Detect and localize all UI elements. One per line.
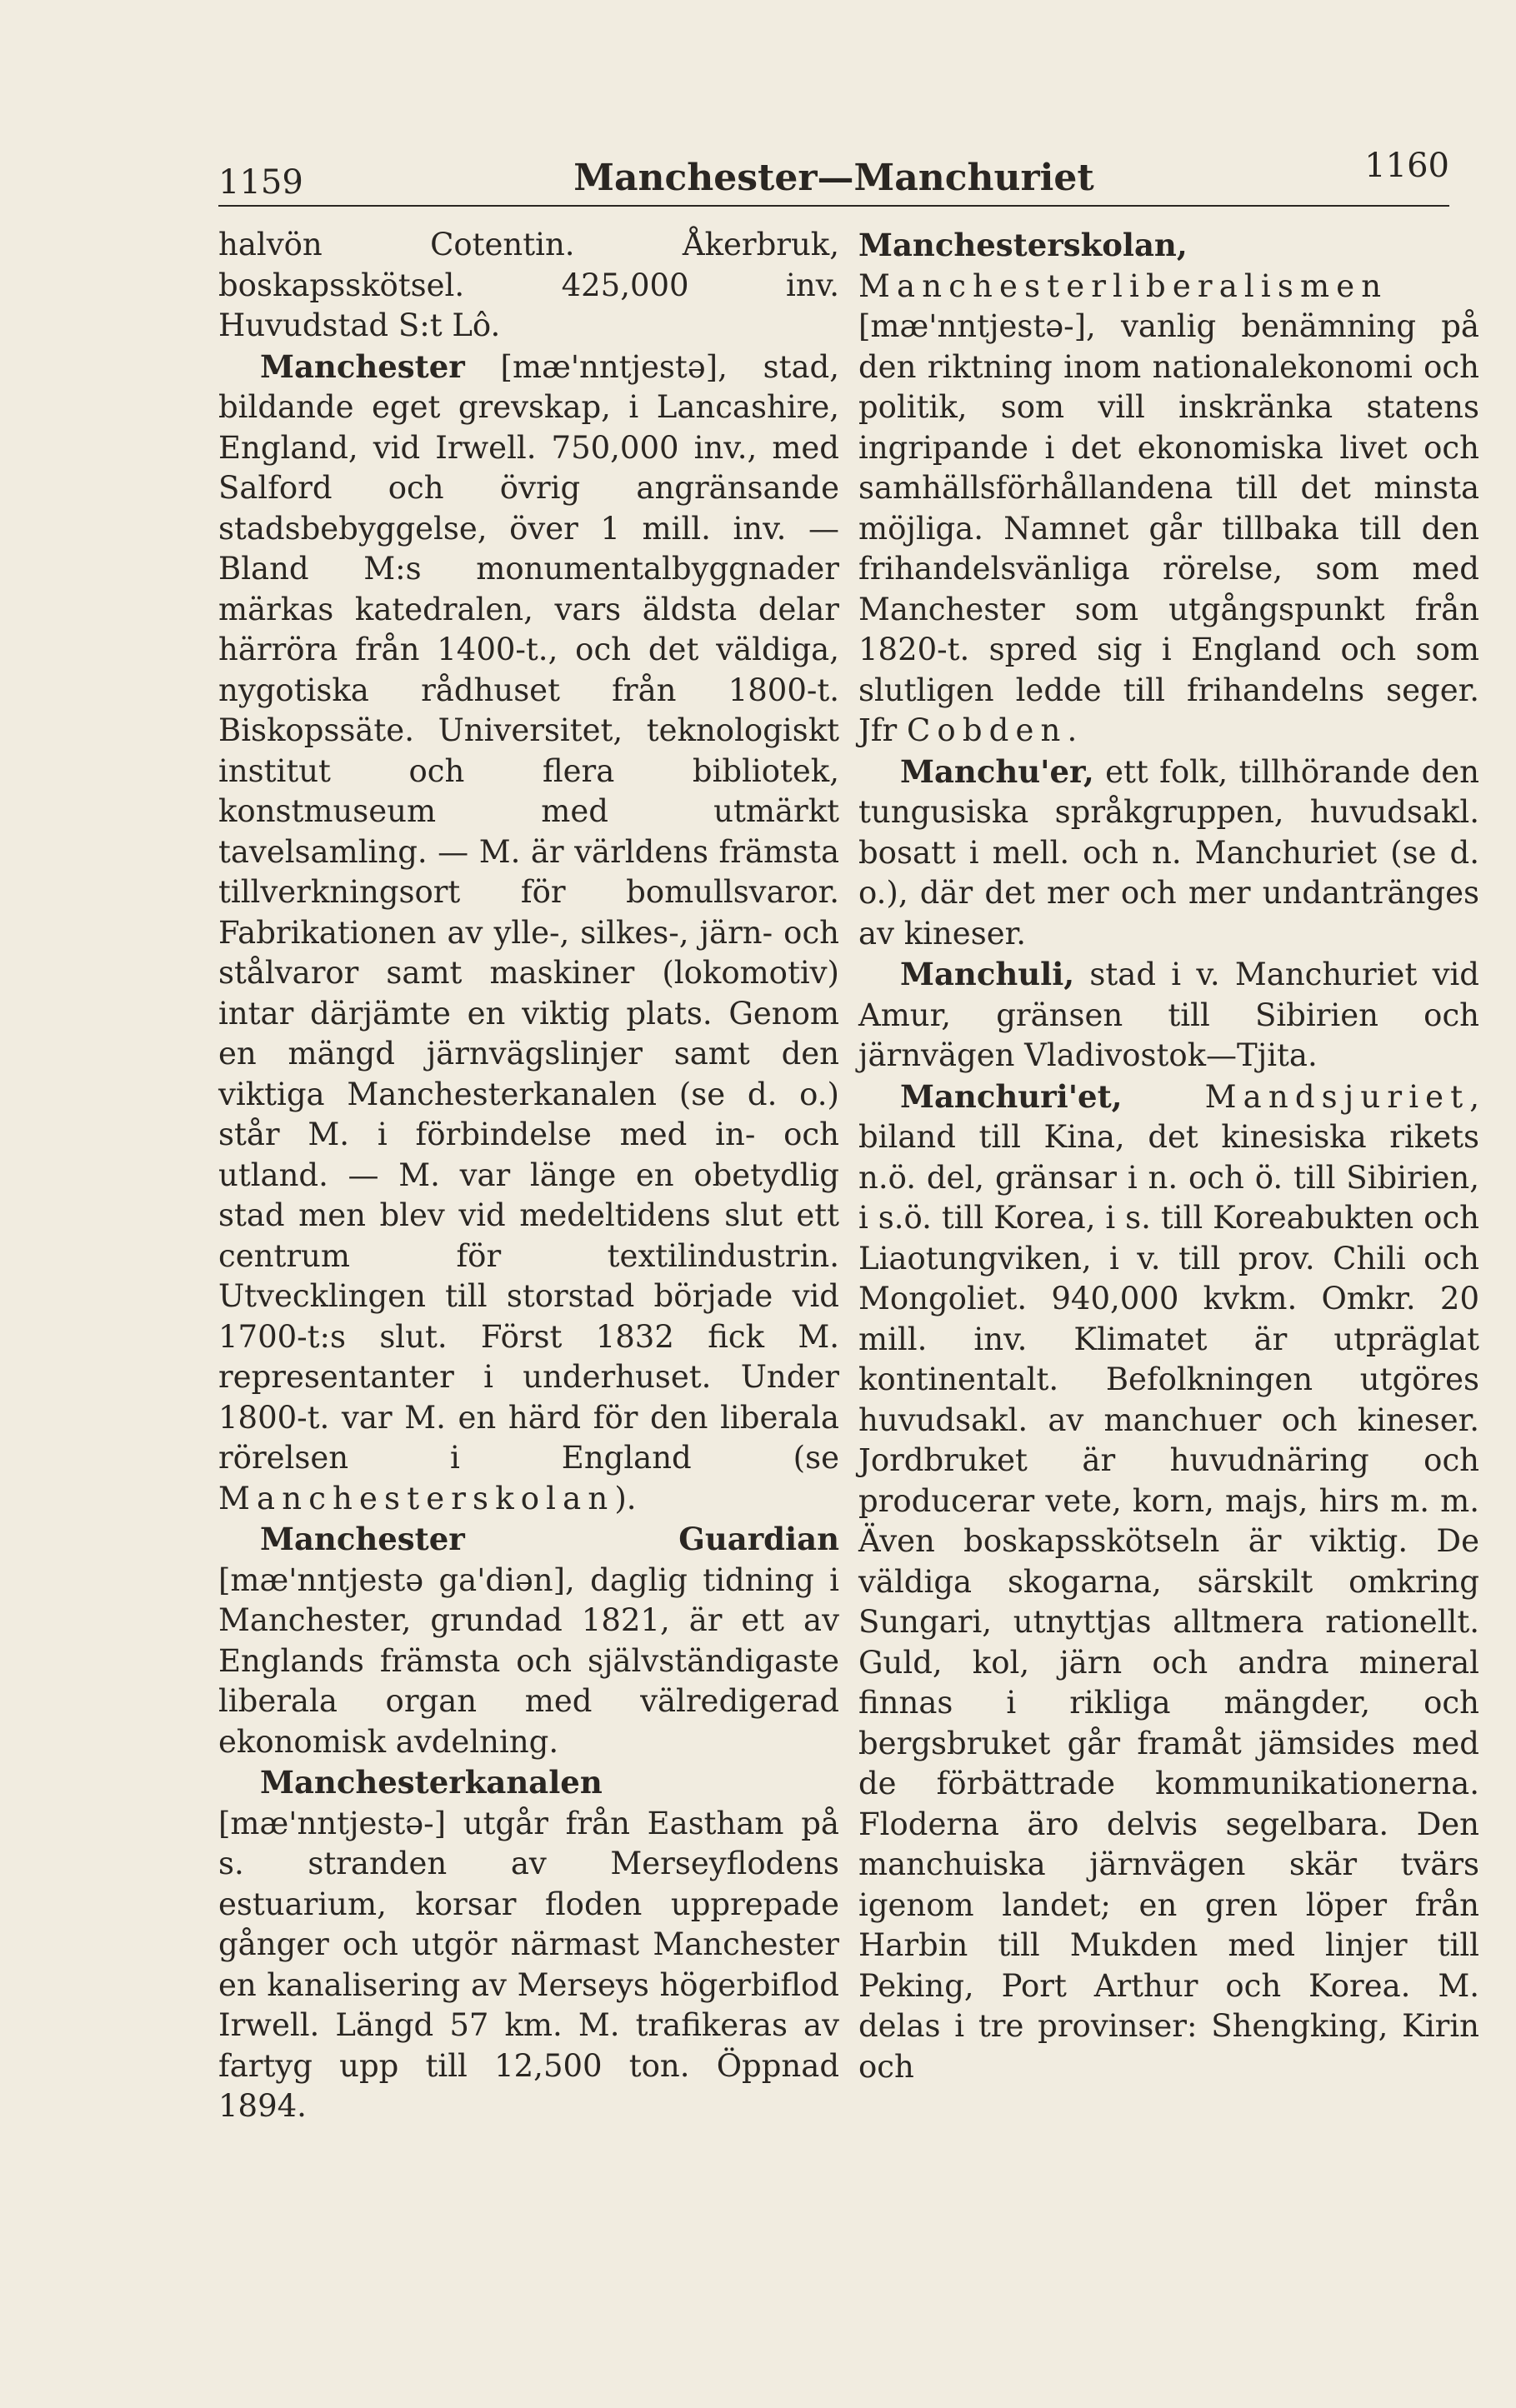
entry-continuation: halvön Cotentin. Åkerbruk, boskapsskötsel. 425,000 inv. Huvudstad S:t Lô. bbox=[218, 227, 839, 343]
entry-text: ett folk, tillhörande den tungusiska språkgruppen, huvudsakl. bosatt i mell. och n. Manchuriet (se d. o.), där det mer och mer undantränges av kineser. bbox=[858, 753, 1479, 952]
headword: Manchu'er, bbox=[900, 752, 1094, 790]
cross-reference: Cobden bbox=[906, 712, 1068, 748]
entry-text: [mæ'nntjestə], stad, bildande eget grevskap, i Lancashire, England, vid Irwell. 750,000 inv., med Salford och övrig angränsande stadsbebyggelse, över 1 mill. inv. — Bland M:s monumentalbyggnader märkas katedralen, vars äldsta delar härröra från 1400-t., och det väldiga, nygotiska rådhuset från 1800-t. Biskopssäte. Universitet, teknologiskt institut och flera bibliotek, konstmuseum med utmärkt tavelsamling. — M. är världens främsta tillverkningsort för bomullsvaror. Fabrikationen av ylle-, silkes-, järn- och stålvaror samt maskiner (lokomotiv) intar därjämte en viktig plats. Genom en mängd järnvägslinjer samt den viktiga Manchesterkanalen (se d. o.) står M. i förbindelse med in- och utland. — M. var länge en obetydlig stad men blev vid medeltidens slut ett centrum för textilindustrin. Utvecklingen till storstad började vid 1700-t:s slut. Först 1832 fick M. representanter i underhuset. Under 1800-t. var M. en härd för den liberala rörelsen i England (se bbox=[218, 348, 839, 1476]
headword: Manchesterskolan, bbox=[858, 227, 1188, 263]
entry-text-tail: . bbox=[1067, 712, 1078, 748]
entry-text: , biland till Kina, det kinesiska rikets n.ö. del, gränsar i n. och ö. till Sibirien, i s.ö. till Korea, i s. till Koreabukten och Liaotungviken, i v. till prov. Chili och Mongoliet. 940,000 kvkm. Omkr. 20 mill. inv. Klimatet är utpräglat kontinentalt. Befolkningen utgöres huvudsakl. av manchuer och kineser. Jordbruket är huvudnäring och producerar vete, korn, majs, hirs m. m. Även boskapsskötseln är viktig. De väldiga skogarna, särskilt omkring Sungari, utnyttjas alltmera rationellt. Guld, kol, järn och andra mineral finnas i rikliga mängder, och bergsbruket går framåt jämsides med de förbättrade kommunikationerna. Floderna äro delvis segelbara. Den manchuiska järnvägen skär tvärs igenom landet; en gren löper från Harbin till Mukden med linjer till Peking, Port Arthur och Korea. M. delas i tre provinser: Shengking, Kirin och bbox=[858, 1078, 1479, 2085]
cross-reference: Manchesterskolan bbox=[218, 1480, 615, 1516]
entry-manchuriet bbox=[858, 1077, 1479, 2088]
entry-text-tail: ). bbox=[614, 1480, 637, 1516]
headword: Manchester Guardian bbox=[260, 1521, 839, 1557]
page-number-right: 1160 bbox=[1364, 147, 1449, 185]
entry-text: [mæ'nntjestə-] utgår från Eastham på s. stranden av Merseyflodens estuarium, korsar floden upprepade gånger och utgör närmast Manchester en kanalisering av Merseys högerbiflod Irwell. Längd 57 km. M. trafikeras av fartyg upp till 12,500 ton. Öppnad 1894. bbox=[218, 1805, 839, 2124]
entry-manchuli bbox=[858, 954, 1479, 1077]
entry-text: [mæ'nntjestə ga'diən], daglig tidning i Manchester, grundad 1821, är ett av Englands främsta och självständigaste liberala organ med välredigerad ekonomisk avdelning. bbox=[218, 1561, 839, 1760]
entry-text: stad i v. Manchuriet vid Amur, gränsen till Sibirien och järnvägen Vladivostok—Tjita. bbox=[858, 957, 1479, 1073]
entry-manchesterskolan bbox=[858, 225, 1479, 752]
entry-text: [mæ'nntjestə-], vanlig benämning på den riktning inom nationalekonomi och politik, som vill inskränka statens ingripande i det ekonomiska livet och samhällsförhållandena till det minsta möjliga. Namnet går tillbaka till den frihandelsvänliga rörelse, som med Manchester som utgångspunkt från 1820-t. spred sig i England och som slutligen ledde till frihandelns seger. Jfr bbox=[858, 308, 1479, 748]
header-rule bbox=[218, 205, 1449, 207]
entry-manchester bbox=[218, 347, 839, 1520]
headword: Manchester bbox=[260, 347, 465, 385]
running-title: Manchester—Manchuriet bbox=[573, 157, 1094, 199]
headword: Manchuri'et, bbox=[900, 1077, 1123, 1115]
alternate-name: Manchesterliberalismen bbox=[858, 267, 1388, 304]
entry-manchester-guardian bbox=[218, 1519, 839, 1762]
headword: Manchuli, bbox=[900, 956, 1075, 992]
left-column bbox=[218, 225, 839, 2127]
entry-mancher bbox=[858, 752, 1479, 955]
page-header bbox=[218, 147, 1449, 205]
right-column bbox=[858, 225, 1479, 2087]
headword: Manchesterkanalen bbox=[260, 1764, 603, 1801]
alternate-name: Mandsjuriet bbox=[1204, 1078, 1470, 1115]
page-number-left: 1159 bbox=[218, 163, 303, 202]
entry-manchesterkanalen bbox=[218, 1762, 839, 2127]
